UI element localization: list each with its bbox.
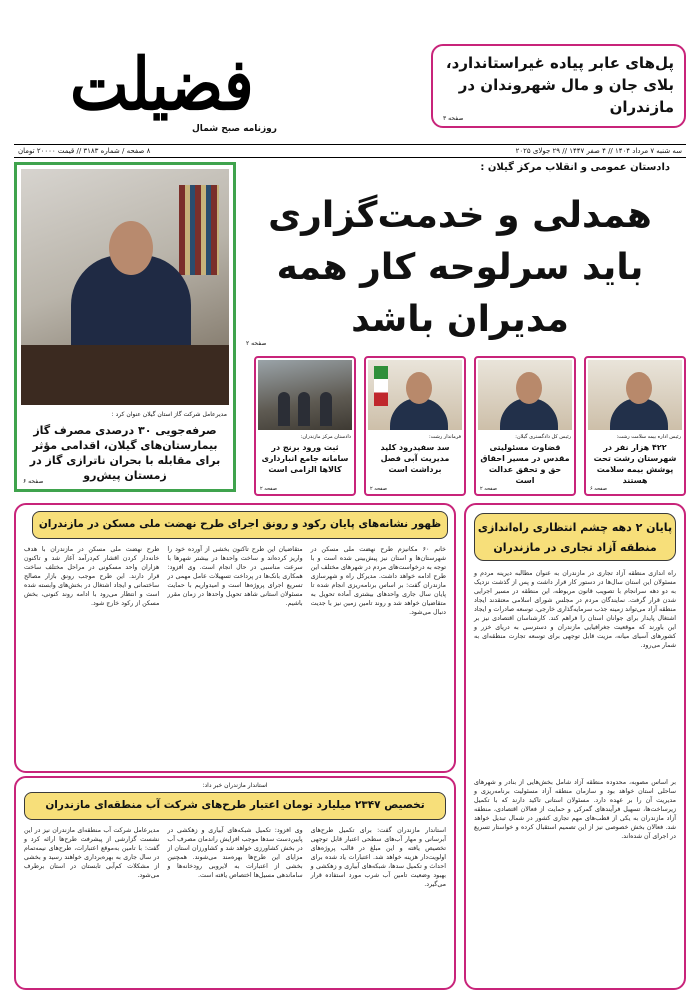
thumb-story[interactable]: [584, 356, 686, 496]
thumb-title[interactable]: ۴۲۲ هزار نفر در شهرستان رشت تحت پوشش بیمه سلامت هستند: [593, 443, 677, 485]
newspaper-logo: [60, 40, 300, 140]
water-columns: [24, 826, 446, 982]
thumb-kicker: رئیس اداره بیمه سلامت رشت:: [616, 434, 681, 440]
lead-headline[interactable]: همدلی و خدمت‌گزاری باید سرلوحه کار همه مدیران باشد: [268, 195, 652, 340]
housing-section: [14, 503, 456, 773]
lead-photo-kicker: مدیرعامل شرکت گاز استان گیلان عنوان کرد :: [111, 411, 227, 418]
freezone-paragraph: بر اساس مصوبه، محدوده منطقه آزاد شامل بخش‌هایی از بنادر و شهرهای ساحلی استان خواهد بود و سازمان منطقه آزاد مسئولیت برنامه‌ریزی و مدیریت آن را بر عهده دارد. مسئولان استانی تاکید دارند که با تکمیل زیرساخت‌ها، تسهیل فرآیندهای گمرکی و حمایت از فعالان اقتصادی، منطقه آزاد مازندران به یکی از قطب‌های مهم تجاری کشور در شمال تبدیل خواهد شد. فعالان بخش خصوصی نیز از این تصمیم استقبال کرده و خواستار تسریع در اجرای آن شده‌اند.: [474, 778, 676, 840]
dateline: [14, 144, 686, 158]
water-column: استاندار مازندران گفت: برای تکمیل طرح‌های آبرسانی و مهار آب‌های سطحی اعتبار قابل توجهی تخصیص یافته و این مبلغ در قالب پروژه‌های اولویت‌دار هزینه خواهد شد. اعتبارات یاد شده برای احداث و تکمیل سدها، شبکه‌های آبیاری و زهکشی و بهبود وضعیت تامین آب شرب مورد استفاده قرار می‌گیرد.: [310, 827, 446, 888]
issue-text: ۸ صفحه / شماره ۳۱۸۳ // قیمت ۲۰۰۰۰ تومان: [18, 147, 151, 155]
freezone-section: [464, 503, 686, 990]
thumb-page: صفحه ۲: [480, 486, 497, 492]
thumb-story[interactable]: [474, 356, 576, 496]
housing-column: طرح نهضت ملی مسکن در مازندران با هدف خانه‌دار کردن اقشار کم‌درآمد آغاز شد و تاکنون هزاران واحد مسکونی در مراحل مختلف ساخت قرار دارند. این طرح موجب رونق بازار مصالح ساختمانی و ایجاد اشتغال در بخش‌های وابسته شده است و انتظار می‌رود با ادامه روند کنونی، بخش مسکن از رکود خارج شود.: [24, 546, 160, 607]
logo-word: فضیلت: [70, 42, 254, 127]
date-text: سه شنبه ۷ مرداد ۱۴۰۴ // ۴ صفر ۱۴۴۷ // ۲۹ جولای ۲۰۲۵: [515, 147, 682, 155]
thumb-page: صفحه ۲: [370, 486, 387, 492]
top-headline[interactable]: پل‌های عابر پیاده غیراستاندارد، بلای جان و مال شهروندان در مازندران: [445, 54, 674, 116]
thumb-photo: [368, 360, 462, 430]
freezone-paragraph: راه اندازی منطقه آزاد تجاری در مازندران به عنوان مطالبه دیرینه مردم و مسئولان این استان سال‌ها در دستور کار قرار داشت و پس از گذشت نزدیک به دو دهه سرانجام با تصویب قانون مربوطه، این منطقه در مسیر اجرایی شدن قرار گرفت. نمایندگان مردم در مجلس شورای اسلامی معتقدند ایجاد منطقه آزاد می‌تواند زمینه جذب سرمایه‌گذاری خارجی، توسعه صادرات و ایجاد اشتغال پایدار برای جوانان استان را فراهم کند. کارشناسان اقتصادی نیز بر این باورند که موقعیت جغرافیایی مازندران و دسترسی به دریای خزر و کشورهای آسیای میانه، مزیت قابل توجهی برای توسعه تجارت منطقه‌ای به شمار می‌رود.: [474, 570, 676, 649]
housing-column: خانم ۶۰ مکانیزم طرح نهضت ملی مسکن در شهرستان‌ها و استان نیز پیش‌بینی شده است و با توجه به درخواست‌های مردم در شهرهای مختلف این طرح ادامه خواهد داشت. مدیرکل راه و شهرسازی مازندران گفت: بر اساس برنامه‌ریزی انجام شده تا پایان سال جاری واحدهای بیشتری آماده تحویل به متقاضیان خواهد شد و روند تامین زمین نیز با جدیت دنبال می‌شود.: [310, 546, 446, 616]
housing-columns: [24, 545, 446, 765]
top-headline-page: صفحه ۳: [443, 115, 464, 122]
thumb-photo: [258, 360, 352, 430]
logo-tagline: روزنامه صبح شمال: [192, 124, 277, 134]
thumb-kicker: دادستان مرکز مازندران:: [300, 434, 351, 440]
lead-photo-page: صفحه ۶: [23, 478, 44, 485]
thumb-photo: [588, 360, 682, 430]
water-column: وی افزود: تکمیل شبکه‌های آبیاری و زهکشی در پایین‌دست سدها موجب افزایش راندمان مصرف آب در بخش کشاورزی خواهد شد و کشاورزان استان از مزایای این طرح‌ها بهره‌مند می‌شوند. همچنین بخشی از اعتبارات به لایروبی رودخانه‌ها و ساماندهی مسیل‌ها اختصاص یافته است.: [167, 827, 303, 879]
lead-kicker: دادستان عمومی و انقلاب مرکز گیلان :: [480, 162, 670, 173]
water-column: مدیرعامل شرکت آب منطقه‌ای مازندران نیز در این نشست گزارشی از پیشرفت طرح‌ها ارائه کرد و گفت: با تامین به‌موقع اعتبارات، طرح‌های نیمه‌تمام در سال جاری به بهره‌برداری خواهند رسید و بخشی از مشکلات کم‌آبی تابستان در استان برطرف می‌شود.: [24, 827, 160, 879]
thumb-kicker: فرماندار رشت:: [429, 434, 461, 440]
thumb-story[interactable]: [364, 356, 466, 496]
thumb-title[interactable]: قضاوت مسئولیتی مقدس در مسیر احقاق حق و تحقق عدالت است: [480, 443, 570, 485]
thumb-title[interactable]: سد سفیدرود کلید مدیریت آبی فصل برداشت است: [380, 443, 450, 474]
housing-column: متقاضیان این طرح تاکنون بخشی از آورده خود را واریز کرده‌اند و ساخت واحدها در بیشتر شهرها با سرعت مناسبی در حال انجام است. وی افزود: همکاری بانک‌ها در پرداخت تسهیلات عامل مهمی در تسریع اجرای پروژه‌ها است و امیدواریم با حمایت مسئولان استانی شاهد تحویل واحدها در زمان مقرر باشیم.: [167, 546, 303, 607]
thumb-title[interactable]: ثبت ورود برنج در سامانه جامع انبارداری کالاها الزامی است: [261, 443, 349, 474]
lead-photo-caption[interactable]: صرفه‌جویی ۳۰ درصدی مصرف گاز بیمارستان‌های گیلان، اقدامی مؤثر برای مقابله با بحران ناترازی گاز در زمستان پیش‌رو: [29, 424, 221, 482]
thumb-page: صفحه ۲: [260, 486, 277, 492]
freezone-columns: [474, 569, 676, 980]
freezone-headline[interactable]: پایان ۲ دهه چشم انتظاری راه‌اندازی منطقه آزاد تجاری در مازندران: [474, 513, 676, 561]
thumb-photo: [478, 360, 572, 430]
lead-photo: [21, 169, 229, 405]
water-kicker: استاندار مازندران خبر داد:: [202, 782, 268, 789]
top-headline-box[interactable]: [431, 44, 686, 128]
water-headline[interactable]: تخصیص ۲۳۴۷ میلیارد تومان اعتبار طرح‌های شرکت آب منطقه‌ای مازندران: [24, 792, 446, 820]
thumb-story[interactable]: [254, 356, 356, 496]
water-section: [14, 776, 456, 990]
lead-photo-box[interactable]: [14, 162, 236, 492]
lead-page: صفحه ۲: [246, 340, 267, 347]
thumb-page: صفحه ۶: [590, 486, 607, 492]
thumb-kicker: رئیس کل دادگستری گیلان:: [515, 434, 571, 440]
housing-headline[interactable]: ظهور نشانه‌های پایان رکود و رونق اجرای طرح نهضت ملی مسکن در مازندران: [32, 511, 448, 539]
